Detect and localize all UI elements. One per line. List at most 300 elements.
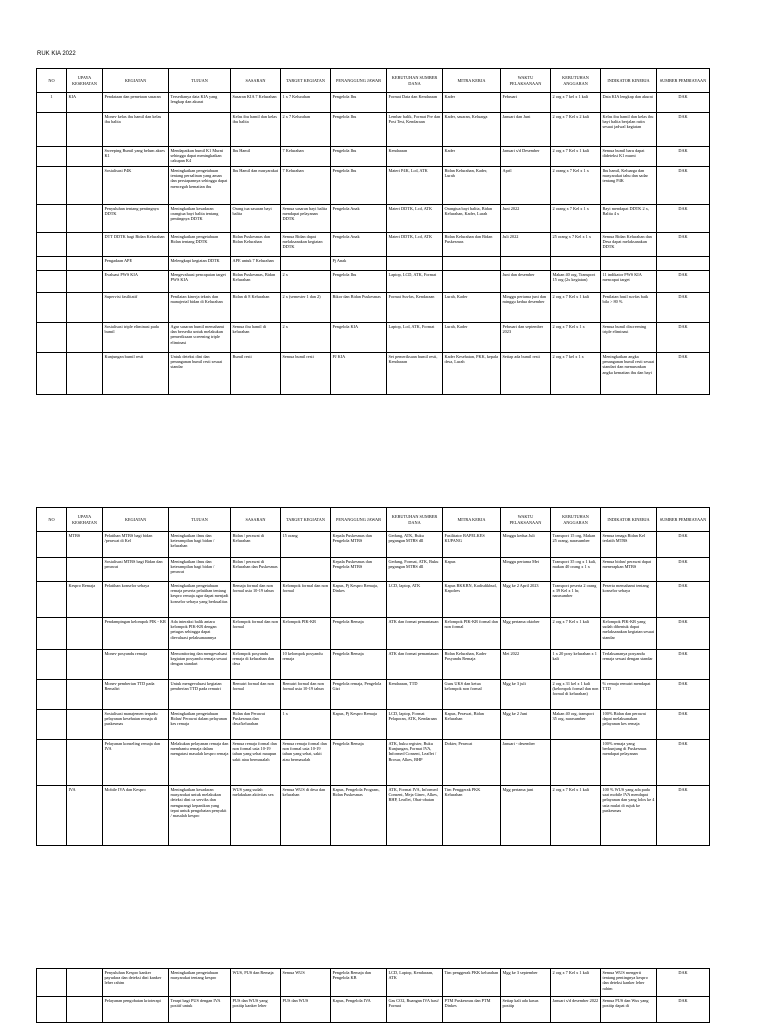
cell-mitra: Kapus BKKBN, Kadisdikbud, Kapolres: [443, 582, 501, 618]
cell-mitra: Kapus, Perawat, Bidan Kelurahan: [443, 710, 501, 740]
cell-waktu: Mgg pertama juni: [501, 786, 551, 846]
table-row: [37, 353, 710, 395]
cell-target: 1 x 7 Kelurahan: [281, 93, 331, 113]
table-row: [37, 271, 710, 293]
cell-penanggung-jawab: Pengelola Ibu: [331, 93, 387, 113]
header-sasaran: SASARAN: [231, 69, 281, 93]
cell-mitra: Dokter, Perawat: [443, 740, 501, 786]
cell-pembiayaan: DAK: [657, 650, 710, 680]
cell-sasaran: Sasaran KIA 7 Kelurahan: [231, 93, 281, 113]
cell-upaya: [67, 710, 103, 740]
cell-upaya: [67, 293, 103, 323]
header-waktu: WAKTU PELAKSANAAN: [501, 508, 551, 532]
cell-indikator: Semua WUS mengerti tentang pentingnya kespro dan deteksi kanker leher rahim: [601, 969, 657, 997]
cell-anggaran: 2 org x 7 Kel x 1 kali: [551, 293, 601, 323]
cell-mitra: [443, 271, 501, 293]
cell-upaya: IVA: [67, 786, 103, 846]
cell-target: Semua WUS di desa dan kelurahan: [281, 786, 331, 846]
cell-mitra: Orangtua bayi balita, Bidan Kelurahan, Kader, Lurah: [443, 205, 501, 233]
cell-sumber-dana: Format Suvfas, Kendaraan: [387, 293, 443, 323]
cell-upaya: [67, 167, 103, 205]
header-sasaran: SASARAN: [231, 508, 281, 532]
cell-upaya: [67, 271, 103, 293]
header-pembiayaan: SUMBER PEMBIAYAAN: [657, 508, 710, 532]
cell-tujuan: Untuk deteksi dini dan penanganan bumil resti sesuai standar: [169, 353, 231, 395]
cell-target: Remutri formal dan non formal usia 10-19 tahun: [281, 680, 331, 710]
header-indikator: INDIKATOR KINERJA: [601, 69, 657, 93]
cell-mitra: PTM Puskesmas dan PTM Dinkes: [443, 997, 501, 1023]
cell-sumber-dana: LCD, Laptop, Kendaraan, ATK: [387, 969, 443, 997]
ruk-table-1: [36, 68, 710, 395]
cell-waktu: Setiap kali ada kasus positip: [501, 997, 551, 1023]
cell-indikator: 100% Bidan dan perawat dapat melaksanakan pelayanan kes remaja: [601, 710, 657, 740]
cell-tujuan: Mendapatkan bumil K1 Murni sehingga dapat meningkatkan cakupan K4: [169, 147, 231, 167]
cell-upaya: [67, 113, 103, 147]
cell-tujuan: Meningkatkan ilmu dan keterampilan bagi bidan / perawat: [169, 558, 231, 582]
cell-upaya: MTBS: [67, 532, 103, 558]
cell-anggaran: 2 org x 7 Kel x 1 kali: [551, 786, 601, 846]
cell-target: 7 Kelurahan: [281, 167, 331, 205]
cell-no: [37, 271, 67, 293]
cell-sumber-dana: Laptop, Lcd, ATK, Format: [387, 323, 443, 353]
cell-penanggung-jawab: Kapus, Pengelola Program, Bidan Puskesmas: [331, 786, 387, 846]
cell-pembiayaan: DAK: [657, 582, 710, 618]
cell-sasaran: WUS yang sudah melakukan aktivitas sex: [231, 786, 281, 846]
cell-waktu: Mgg ke 3 september: [501, 969, 551, 997]
header-indikator: INDIKATOR KINERJA: [601, 508, 657, 532]
cell-target: [281, 257, 331, 271]
table-row: [37, 558, 710, 582]
table-row: [37, 650, 710, 680]
header-anggaran: KEBUTUHAN ANGGARAN: [551, 508, 601, 532]
cell-waktu: Januari - desember: [501, 740, 551, 786]
cell-kegiatan: Pengadaan APE: [103, 257, 169, 271]
table-row: [37, 786, 710, 846]
cell-anggaran: 2 org x 7 Kel x 2 kali: [551, 113, 601, 147]
cell-target: 2 x 7 Kelurahan: [281, 113, 331, 147]
cell-mitra: Kapus: [443, 558, 501, 582]
cell-no: [37, 680, 67, 710]
cell-penanggung-jawab: Bikor dan Bidan Puskesmas: [331, 293, 387, 323]
cell-target: 2 x (semester 1 dan 2): [281, 293, 331, 323]
cell-kegiatan: Pelatihan MTBS bagi bidan /perawat di Kel: [103, 532, 169, 558]
cell-penanggung-jawab: Pengelola Remaja dan Pengelola KB: [331, 969, 387, 997]
cell-pembiayaan: DAK: [657, 353, 710, 395]
cell-no: [37, 532, 67, 558]
cell-upaya: KIA: [67, 93, 103, 113]
cell-sumber-dana: LCD, laptop, Format Pelaporan, ATK, Kendaraan: [387, 710, 443, 740]
cell-sumber-dana: Set pemeriksaan bumil resti, Kendaraan: [387, 353, 443, 395]
cell-waktu: Setiap ada bumil resti: [501, 353, 551, 395]
cell-pembiayaan: DAK: [657, 786, 710, 846]
header-mitra: MITRA KERJA: [443, 69, 501, 93]
cell-indikator: Semua bidan/ perawat dapat menerapkan MTBS: [601, 558, 657, 582]
cell-waktu: Pebruari dan september 2023: [501, 323, 551, 353]
cell-pembiayaan: DAK: [657, 113, 710, 147]
cell-tujuan: Ada interaksi balik antara kelompok PIK-KR dengan petugas sehingga dapat dievaluasi pelaksanaannya: [169, 618, 231, 650]
cell-penanggung-jawab: PJ KIA: [331, 353, 387, 395]
cell-kegiatan: Evaluasi PWS KIA: [103, 271, 169, 293]
cell-target: Semua Bidan dapat melaksanakan kegiatan DDTK: [281, 233, 331, 257]
header-tujuan: TUJUAN: [169, 69, 231, 93]
header-tujuan: TUJUAN: [169, 508, 231, 532]
cell-sumber-dana: Gas CO2, Ruangan IVA hasi/ Format: [387, 997, 443, 1023]
cell-target: 7 Kelurahan: [281, 147, 331, 167]
cell-anggaran: 2 org x 7 Kel x 1 kali: [551, 618, 601, 650]
cell-pembiayaan: DAK: [657, 271, 710, 293]
cell-target: Semua WUS: [281, 969, 331, 997]
cell-sumber-dana: LCD, laptop, ATK: [387, 582, 443, 618]
cell-target: Semua sasaran bayi balita mendapat pelayanan DDTK: [281, 205, 331, 233]
cell-penanggung-jawab: Kapus, Pj Kespro Remaja, Dinkes: [331, 582, 387, 618]
cell-anggaran: 2 org x 7 kel x 1 kali: [551, 93, 601, 113]
header-sumber-dana: KEBUTUHAN SUMBER DANA: [387, 69, 443, 93]
cell-sasaran: Bidan / perawat di Kelurahan dan Puskesmas: [231, 558, 281, 582]
cell-indikator: [601, 257, 657, 271]
cell-sumber-dana: Kendaraan, TTD: [387, 680, 443, 710]
cell-sasaran: WUS, PUS dan Remaja: [231, 969, 281, 997]
cell-tujuan: Melengkapi kegiatan DDTK: [169, 257, 231, 271]
table-row: [37, 532, 710, 558]
cell-sasaran: Semua remaja formal dan non formal usia 10-19 tahun yang sehat maupun sakit atau bermasalah: [231, 740, 281, 786]
table-row: [37, 582, 710, 618]
cell-target: Kelompok formal dan non formal: [281, 582, 331, 618]
cell-tujuan: Memonitoring dan mengevaluasi kegiatan posyandu remaja sesuai dengan standart: [169, 650, 231, 680]
cell-sumber-dana: Laptop, LCD, ATK, Format: [387, 271, 443, 293]
header-waktu: WAKTU PELAKSANAAN: [501, 69, 551, 93]
header-upaya: UPAYA KESEHATAN: [67, 69, 103, 93]
table-row: [37, 205, 710, 233]
cell-no: [37, 113, 67, 147]
cell-pembiayaan: DAK: [657, 147, 710, 167]
cell-upaya: [67, 257, 103, 271]
cell-penanggung-jawab: Kepala Puskesmas dan Pengelola MTBS: [331, 532, 387, 558]
cell-no: [37, 582, 67, 618]
cell-anggaran: 2 orang x 7 Kel x 1 x: [551, 167, 601, 205]
cell-sumber-dana: ATK dan format pemantauan: [387, 618, 443, 650]
cell-indikator: % remaja remutri mendapat TTD: [601, 680, 657, 710]
cell-kegiatan: Supervisi fasilitatif: [103, 293, 169, 323]
cell-tujuan: Meningkatkan ilmu dan keterampilan bagi bidan / kelurahan: [169, 532, 231, 558]
cell-upaya: [67, 618, 103, 650]
cell-kegiatan: Pendataan dan pemetaan sasaran: [103, 93, 169, 113]
cell-upaya: [67, 323, 103, 353]
cell-sumber-dana: Materi P4K, Lcd, ATK: [387, 167, 443, 205]
cell-tujuan: Melakukan pelayanan remaja dan membantu remaja dalam mengatasi masalah kespro remaja: [169, 740, 231, 786]
cell-no: [37, 323, 67, 353]
header-pembiayaan: SUMBER PEMBIAYAAN: [657, 69, 710, 93]
cell-waktu: Minggu pertama Mei: [501, 558, 551, 582]
cell-pembiayaan: DAK: [657, 558, 710, 582]
cell-no: [37, 167, 67, 205]
cell-mitra: Kader: [443, 93, 501, 113]
cell-tujuan: Agar sasaran bumil memahami dan bersedia untuk melakukan pemeriksaan screening triple eliminasi: [169, 323, 231, 353]
cell-anggaran: [551, 257, 601, 271]
cell-indikator: Meningkatkan angka penanganan bumil resti sesuai standart dan menurunkan angka kematian ibu dan bayi: [601, 353, 657, 395]
cell-target: Semua bumil resti: [281, 353, 331, 395]
cell-indikator: 11 indikator PWS KIA mencapai target: [601, 271, 657, 293]
cell-kegiatan: Pelatihan konselor sebaya: [103, 582, 169, 618]
cell-kegiatan: Penyuluhan Kespro kanker payudara dan deteksi dini kanker leher rahim: [103, 969, 169, 997]
cell-penanggung-jawab: Pj Anak: [331, 257, 387, 271]
cell-tujuan: Untuk mengevaluasi kegiatan pemberian TTD pada remutri: [169, 680, 231, 710]
cell-indikator: Peserta memahami tentang konselor sebaya: [601, 582, 657, 618]
cell-sasaran: Remutri formal dan non formal: [231, 680, 281, 710]
cell-mitra: Kader: [443, 147, 501, 167]
cell-mitra: Lurah, Kader: [443, 293, 501, 323]
cell-anggaran: Transport peserta 2 orang x 39 Kel x 1 hr, narasumber: [551, 582, 601, 618]
cell-mitra: Kader Kesehatan, PKK, kepala desa, Lurah: [443, 353, 501, 395]
cell-upaya: [67, 147, 103, 167]
cell-waktu: Mgg pertama oktober: [501, 618, 551, 650]
cell-upaya: [67, 205, 103, 233]
cell-indikator: Semua bumil baru dapat dideteksi K1 murni: [601, 147, 657, 167]
cell-penanggung-jawab: Pengelola Ibu: [331, 271, 387, 293]
cell-sasaran: Semua ibu hamil di kelurahan: [231, 323, 281, 353]
table-row: [37, 997, 710, 1023]
cell-indikator: 100% remaja yang berkunjung di Puskesmas mendapat pelayanan: [601, 740, 657, 786]
cell-target: PUS dan WUS: [281, 997, 331, 1023]
cell-pembiayaan: DAK: [657, 93, 710, 113]
table-row: [37, 618, 710, 650]
cell-sasaran: APE untuk 7 Kelurahan: [231, 257, 281, 271]
cell-anggaran: 1 x 20 posy kelurahan x 1 kali: [551, 650, 601, 680]
cell-mitra: Guru UKS dan ketua kelompok non formal: [443, 680, 501, 710]
cell-kegiatan: Pendampingan kelompok PIK - KR: [103, 618, 169, 650]
table-row: [37, 740, 710, 786]
cell-indikator: Kelompok PIK-KR yang sudah dibentuk dapat melaksanakan kegiatan sesuai standar: [601, 618, 657, 650]
cell-no: [37, 710, 67, 740]
cell-pembiayaan: DAK: [657, 710, 710, 740]
cell-penanggung-jawab: Pengelola Ibu: [331, 167, 387, 205]
cell-sasaran: Kelompok posyandu remaja di kelurahan dan desa: [231, 650, 281, 680]
cell-kegiatan: DTT DDTK bagi Bidan Kelurahan: [103, 233, 169, 257]
cell-indikator: Semua tenaga Bidan Kel terlatih MTBS: [601, 532, 657, 558]
table-row: [37, 680, 710, 710]
cell-target: 1 x: [281, 710, 331, 740]
cell-waktu: Juni dan desember: [501, 271, 551, 293]
cell-pembiayaan: DAK: [657, 680, 710, 710]
cell-tujuan: Meningkatkan pengetahuan Bidan tentang DDTK: [169, 233, 231, 257]
table-row: [37, 969, 710, 997]
cell-kegiatan: Mobile IVA dan Kespro: [103, 786, 169, 846]
header-kegiatan: KEGIATAN: [103, 508, 169, 532]
cell-mitra: Bidan Kelurahan, Kader Posyandu Remaja: [443, 650, 501, 680]
cell-sumber-dana: ATK, buku register, Buku Kunjungan, Format IVA, Informed Consent, Leaflet / Brosur, Alkes, BHP: [387, 740, 443, 786]
cell-sumber-dana: Kendaraan: [387, 147, 443, 167]
cell-pembiayaan: DAK: [657, 997, 710, 1023]
cell-no: [37, 233, 67, 257]
cell-sasaran: Kelas ibu hamil dan kelas ibu balita: [231, 113, 281, 147]
cell-no: [37, 147, 67, 167]
cell-penanggung-jawab: Pengelola Anak: [331, 233, 387, 257]
cell-upaya: [67, 740, 103, 786]
cell-penanggung-jawab: Pengelola Anak: [331, 205, 387, 233]
cell-sasaran: Bidan Puskesmas dan Bidan Kelurahan: [231, 233, 281, 257]
cell-anggaran: Januari s/d desember 2022: [551, 997, 601, 1023]
cell-no: [37, 618, 67, 650]
cell-mitra: [443, 257, 501, 271]
table-row: [37, 257, 710, 271]
cell-anggaran: Transport 15 org, Makan 25 orang, narasumber: [551, 532, 601, 558]
cell-sumber-dana: Format Data dan Kendaraan: [387, 93, 443, 113]
cell-sasaran: Orang tua sasaran bayi balita: [231, 205, 281, 233]
cell-sasaran: Bidan / perawat di Kelurahan: [231, 532, 281, 558]
cell-indikator: Semua Bidan Kelurahan dan Desa dapat melaksanakan DDTK: [601, 233, 657, 257]
table-row: [37, 710, 710, 740]
cell-sumber-dana: Materi DDTK, Lcd, ATK: [387, 233, 443, 257]
cell-pembiayaan: DAK: [657, 233, 710, 257]
cell-no: [37, 650, 67, 680]
cell-no: [37, 558, 67, 582]
cell-tujuan: Mengevaluasi pencapaian target PWS KIA: [169, 271, 231, 293]
cell-penanggung-jawab: Pengelola remaja, Pengelola Gizi: [331, 680, 387, 710]
cell-sasaran: Ibu Hamil: [231, 147, 281, 167]
cell-no: [37, 293, 67, 323]
cell-tujuan: Meningkatkan kesadaran orangtua bayi balita tentang pentingnya DDTK: [169, 205, 231, 233]
cell-penanggung-jawab: Pengelola KIA: [331, 323, 387, 353]
cell-upaya: [67, 650, 103, 680]
cell-upaya: [67, 969, 103, 997]
cell-indikator: Terlaksananya posyandu remaja sesuai dengan standar: [601, 650, 657, 680]
header-upaya: UPAYA KESEHATAN: [67, 508, 103, 532]
cell-kegiatan: Kunjungan bumil resti: [103, 353, 169, 395]
cell-upaya: [67, 558, 103, 582]
cell-waktu: Minggu pertama juni dan minggu kedua desember: [501, 293, 551, 323]
cell-target: Semua remaja formal dan non formal usia 10-19 tahun yang sehat, sakit atau bermasalah: [281, 740, 331, 786]
header-target: TARGET KEGIATAN: [281, 508, 331, 532]
table-row: [37, 93, 710, 113]
header-sumber-dana: KEBUTUHAN SUMBER DANA: [387, 508, 443, 532]
cell-sasaran: PUS dan WUS yang positip kanker leher: [231, 997, 281, 1023]
cell-anggaran: 2 org x 7 Kel x 1 kali: [551, 969, 601, 997]
cell-sasaran: Ibu Hamil dan masyarakat: [231, 167, 281, 205]
cell-sumber-dana: Materi DDTK, Lcd, ATK: [387, 205, 443, 233]
cell-waktu: [501, 257, 551, 271]
cell-pembiayaan: DAK: [657, 205, 710, 233]
cell-penanggung-jawab: Kapus, Pengelola IVA: [331, 997, 387, 1023]
cell-penanggung-jawab: Pengelola Ibu: [331, 147, 387, 167]
cell-upaya: [67, 997, 103, 1023]
cell-sasaran: Bidan Puskesmas, Bidan Kelurahan: [231, 271, 281, 293]
cell-kegiatan: Pelayanan pengobatan krioterapi: [103, 997, 169, 1023]
cell-sasaran: Bumil resti: [231, 353, 281, 395]
cell-tujuan: Terapi bagi PUS dengan IVA positif untuk: [169, 997, 231, 1023]
cell-kegiatan: Penyuluhan tentang pentingnya DDTK: [103, 205, 169, 233]
cell-penanggung-jawab: Kepala Puskesmas dan Pengelola MTBS: [331, 558, 387, 582]
cell-waktu: Januari dan Juni: [501, 113, 551, 147]
cell-sasaran: Kelompok formal dan non formal: [231, 618, 281, 650]
cell-kegiatan: Sweeping Bumil yang belum akses K1: [103, 147, 169, 167]
table-header-row: [37, 69, 710, 93]
cell-waktu: Februari: [501, 93, 551, 113]
cell-mitra: Lurah, Kader: [443, 323, 501, 353]
cell-mitra: Bidan Kelurahan, Kader, Lurah: [443, 167, 501, 205]
header-no: NO: [37, 69, 67, 93]
cell-no: [37, 969, 67, 997]
cell-sumber-dana: ATK, Format IVA, Informed Consent, Meja Ginec, Alkes, BHP, Leaflet, Obat-obatan: [387, 786, 443, 846]
cell-sasaran: Bidan di 8 Kelurahan: [231, 293, 281, 323]
cell-no: [37, 257, 67, 271]
cell-no: [37, 353, 67, 395]
cell-anggaran: Makan 40 org, Transport 15 org (2x kegiatan): [551, 271, 601, 293]
cell-no: [37, 786, 67, 846]
cell-kegiatan: Sosialisasi manajemen terpadu pelayanan kesehatan remaja di puskesmas: [103, 710, 169, 740]
cell-kegiatan: Monev pemberian TTD pada Remaltri: [103, 680, 169, 710]
cell-kegiatan: Sosialisasi triple eliminasi pada bumil: [103, 323, 169, 353]
cell-indikator: Penilaian hasil suvfas baik bila > 80 %: [601, 293, 657, 323]
cell-upaya: Kespro Remaja: [67, 582, 103, 618]
cell-indikator: Data KIA lengkap dan akurat: [601, 93, 657, 113]
cell-mitra: Bidan Kelurahan dan Bidan Puskesmas: [443, 233, 501, 257]
cell-kegiatan: Sosialisasi P4K: [103, 167, 169, 205]
cell-tujuan: Meningkatkan pengetahuan tentang persalinan yang aman dan persiapannya sehingga dapat mencegah kematian ibu: [169, 167, 231, 205]
cell-waktu: Januari s/d Desember: [501, 147, 551, 167]
cell-waktu: Juli 2022: [501, 233, 551, 257]
cell-pembiayaan: [657, 257, 710, 271]
cell-tujuan: Meningkatkan pengetahuan Bidan/ Perawat dalam pelayanan kes remaja: [169, 710, 231, 740]
cell-anggaran: 25 orang x 7 Kel x 1 x: [551, 233, 601, 257]
cell-anggaran: [551, 740, 601, 786]
cell-upaya: [67, 233, 103, 257]
cell-tujuan: Meningkatkan pengetahuan masyarakat tentang kespro: [169, 969, 231, 997]
cell-sumber-dana: Lembar balik, Format Pre dan Post Test, Kendaraan: [387, 113, 443, 147]
cell-upaya: [67, 353, 103, 395]
table-row: [37, 147, 710, 167]
cell-pembiayaan: DAK: [657, 969, 710, 997]
cell-anggaran: Transport 35 org x 1 kali, makan 40 orang x 1 x: [551, 558, 601, 582]
cell-anggaran: 2 orang x 7 Kel x 1 x: [551, 205, 601, 233]
cell-pembiayaan: DAK: [657, 167, 710, 205]
cell-anggaran: 2 org x 7 Kel x 1 x: [551, 323, 601, 353]
cell-mitra: Fasilitator BAPELKES KUPANG: [443, 532, 501, 558]
table-row: [37, 323, 710, 353]
cell-waktu: Mgg ke 3 juli: [501, 680, 551, 710]
cell-indikator: Kelas ibu hamil dan kelas ibu bayi balita berjalan rutin sesuai jadwal kegiatan: [601, 113, 657, 147]
cell-indikator: Semua PUS dan Wus yang positip dapat di: [601, 997, 657, 1023]
table-row: [37, 233, 710, 257]
cell-no: [37, 997, 67, 1023]
document-title: RUK KIA 2022: [37, 51, 76, 57]
cell-indikator: Ibu hamil, Keluarga dan masyarakat tahu dan sadar tentang P4K: [601, 167, 657, 205]
cell-target: 2 x: [281, 271, 331, 293]
cell-sasaran: Bidan dan Perawat Puskesmas dan desa/kelurahan: [231, 710, 281, 740]
cell-waktu: Minggu kedua Juli: [501, 532, 551, 558]
cell-waktu: Mgg ke 2 April 2023: [501, 582, 551, 618]
cell-no: [37, 205, 67, 233]
cell-anggaran: 2 org x 7 kel x 1 x: [551, 353, 601, 395]
cell-waktu: Mei 2022: [501, 650, 551, 680]
cell-penanggung-jawab: Pengelola Remaja: [331, 650, 387, 680]
cell-sumber-dana: Gedung, Format, ATK, Buku pegangan MTBS dll: [387, 558, 443, 582]
cell-waktu: April: [501, 167, 551, 205]
cell-no: [37, 740, 67, 786]
cell-penanggung-jawab: Pengelola Ibu: [331, 113, 387, 147]
cell-waktu: Mgg ke 2 Juni: [501, 710, 551, 740]
cell-tujuan: Meningkatkan pengetahuan remaja peserta pelatihan tentang kespro remaja agar dapat menjadi konselor sebaya yang berkualitas: [169, 582, 231, 618]
cell-mitra: Tim Penggerak PKK Kelurahan: [443, 786, 501, 846]
header-no: NO: [37, 508, 67, 532]
cell-mitra: Tim penggerak PKK kelurahan: [443, 969, 501, 997]
ruk-table-3: [36, 968, 710, 1023]
cell-target: 15 orang: [281, 532, 331, 558]
cell-target: 10 kelompok posyandu remaja: [281, 650, 331, 680]
cell-target: Kelompok PIK-KR: [281, 618, 331, 650]
cell-sumber-dana: [387, 257, 443, 271]
cell-pembiayaan: DAK: [657, 293, 710, 323]
cell-anggaran: 2 org x 7 Kel x 1 kali: [551, 147, 601, 167]
cell-target: 2 x: [281, 323, 331, 353]
